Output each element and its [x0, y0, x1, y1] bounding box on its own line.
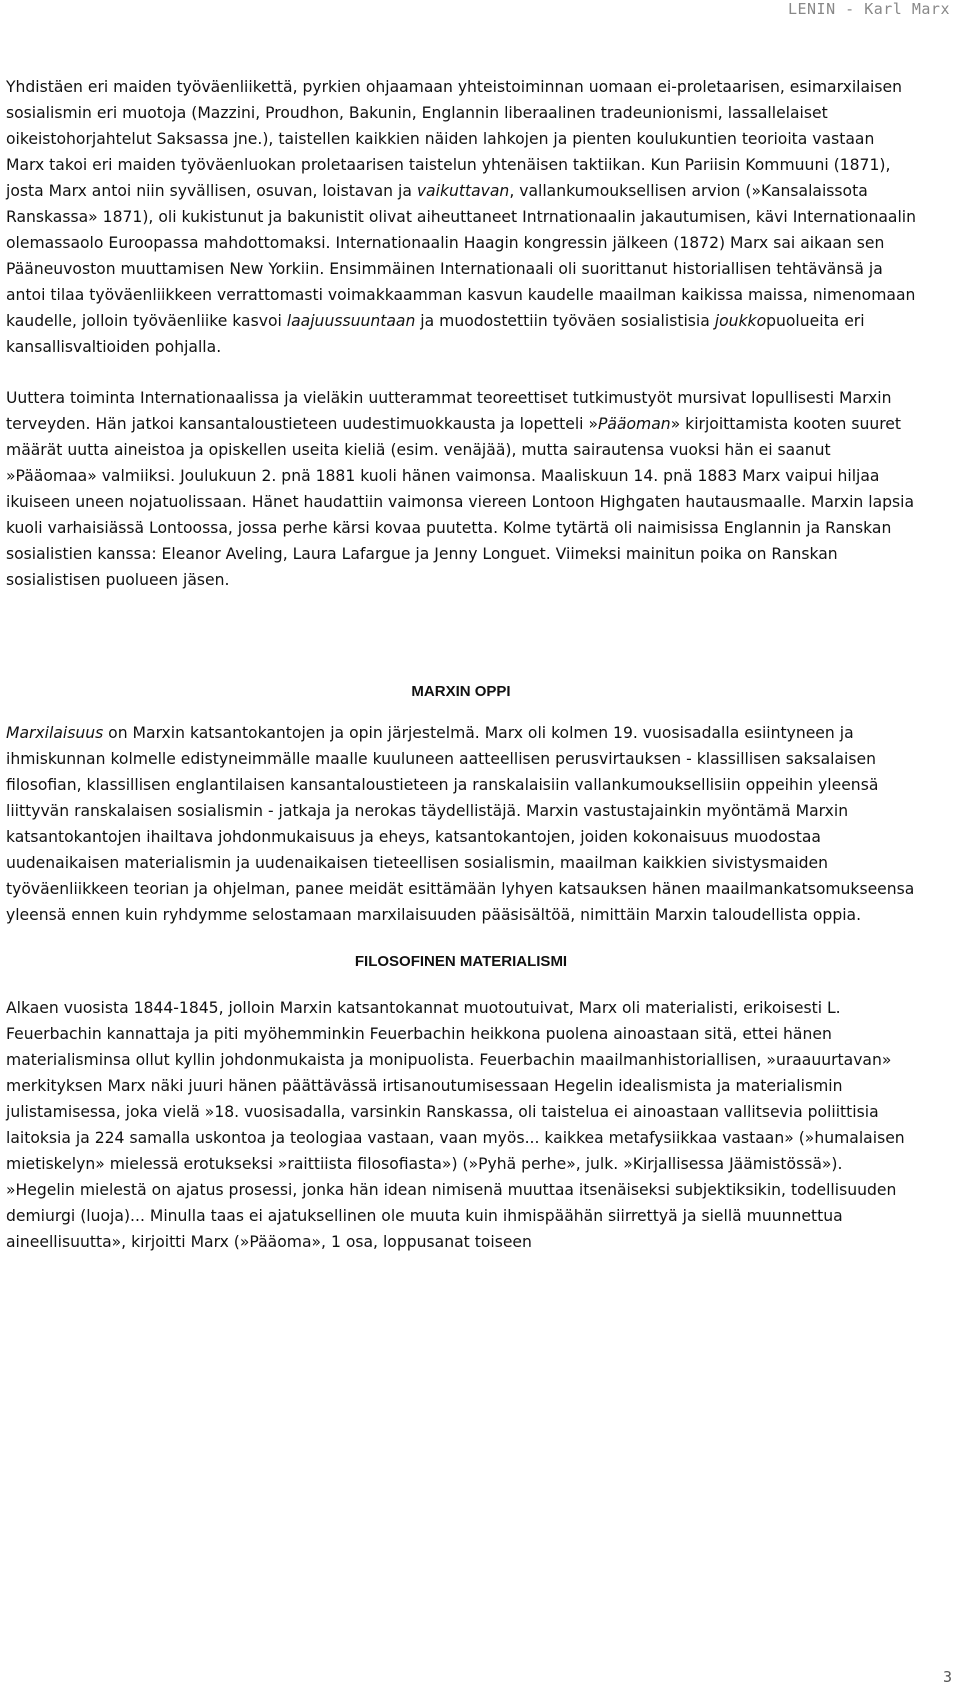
text-run: Alkaen vuosista 1844-1845, jolloin Marxin katsantokannat muotoutuivat, Marx oli materialisti, erikoisesti L. Feuerbachin kannattaja ja piti myöhemminkin Feuerbachin heikkona puolena ainoastaan sitä, ettei hänen materialisminsa ollut kyllin johdonmukaista ja monipuolista. Feuerbachin maailmanhistoriallisen, »uraauurtavan» merkityksen Marx näki juuri hänen päättävässä irtisanoutumisessaan Hegelin idealismista ja materialismin julistamisessa, joka vielä »18. vuosisadalla, varsinkin Ranskassa, oli taistelua ei ainoastaan vallitsevia poliittisia laitoksia ja 224 samalla uskontoa ja teologiaa vastaan, vaan myös... kaikkea metafysiikkaa vastaan» (»humalaisen mietiskelyn» mielessä erotukseksi »raittiista filosofiasta») (»Pyhä perhe», julk. »Kirjallisessa Jäämistössä»). »Hegelin mielestä on ajatus prosessi, jonka hän idean nimisenä muuttaa itsenäiseksi subjektiksikin, todellisuuden demiurgi (luoja)... Minulla taas ei ajatuksellinen ole muuta kuin ihmispäähän siirrettyä ja siellä muunnettua aineellisuutta», kirjoitti Marx (»Pääoma», 1 osa, loppusanat toiseen [6, 999, 905, 1251]
paragraph-internationale [6, 74, 916, 360]
text-run: puolueita eri kansallisvaltioiden pohjalla. [6, 312, 865, 356]
emphasis-text: joukko [714, 312, 767, 330]
text-run: » kirjoittamista kooten suuret määrät uutta aineistoa ja opiskellen useita kieliä (esim. venäjää), mutta sairautensa vuoksi hän ei saanut »Pääomaa» valmiiksi. Joulukuun 2. pnä 1881 kuoli hänen vaimonsa. Maaliskuun 14. pnä 1883 Marx vaipui hiljaa ikuiseen uneen nojatuolissaan. Hänet haudattiin vaimonsa viereen Lontoon Highgaten hautausmaalle. Marxin lapsia kuoli varhaisiässä Lontoossa, jossa perhe kärsi kovaa puutetta. Kolme tytärtä oli naimisissa Englannin ja Ranskan sosialistien kanssa: Eleanor Aveling, Laura Lafargue ja Jenny Longuet. Viimeksi mainitun poika on Ranskan sosialistisen puolueen jäsen. [6, 415, 915, 589]
emphasis-text: vaikuttavan [416, 182, 510, 200]
paragraph-materialism [6, 995, 916, 1255]
emphasis-text: Marxilaisuus [6, 724, 104, 742]
page-number: 3 [942, 1668, 952, 1686]
document-body [6, 74, 916, 1280]
text-run: Yhdistäen eri maiden työväenliikettä, pyrkien ohjaamaan yhteistoiminnan uomaan ei-proletaarisen, esimarxilaisen sosialismin eri muotoja (Mazzini, Proudhon, Bakunin, Englannin liberaalinen tradeunionismi, lassallelaiset oikeistohorjahtelut Saksassa jne.), taistellen kaikkien näiden lahkojen ja pienten koulukuntien teorioita vastaan Marx takoi eri maiden työväenluokan proletaarisen taistelun yhtenäisen taktiikan. Kun Pariisin Kommuuni (1871), josta Marx antoi niin syvällisen, osuvan, loistavan ja [6, 78, 902, 200]
running-header: LENIN - Karl Marx [787, 0, 950, 18]
paragraph-final-years [6, 385, 916, 593]
section-heading-marxin-oppi: MARXIN OPPI [411, 683, 511, 700]
text-run: on Marxin katsantokantojen ja opin järjestelmä. Marx oli kolmen 19. vuosisadalla esiintyneen ja ihmiskunnan kolmelle edistyneimmälle maalle kuuluneen aatteellisen perusvirtauksen - klassillisen saksalaisen filosofian, klassillisen englantilaisen kansantaloustieteen ja ranskalaisiin vallankumouksellisiin oppeihin yleensä liittyvän ranskalaisen sosialismin - jatkaja ja nerokas täydellistäjä. Marxin vastustajainkin myöntämä Marxin katsantokantojen ihailtava johdonmukaisuus ja eheys, katsantokantojen, joiden kokonaisuus muodostaa uudenaikaisen materialismin ja uudenaikaisen tieteellisen sosialismin, maailman kaikkien sivistysmaiden työväenliikkeen teorian ja ohjelman, panee meidät esittämään lyhyen katsauksen hänen maailmankatsomukseensa yleensä ennen kuin ryhdymme selostamaan marxilaisuuden pääsisältöä, nimittäin Marxin taloudellista oppia. [6, 724, 915, 924]
emphasis-text: Pääoman [598, 415, 671, 433]
text-run: , vallankumouksellisen arvion (»Kansalaissota Ranskassa» 1871), oli kukistunut ja bakunistit olivat aiheuttaneet Intrnationaalin jakautumisen, kävi Internationaalin olemassaolo Euroopassa mahdottomaksi. Internationaalin Haagin kongressin jälkeen (1872) Marx sai aikaan sen Pääneuvoston muuttamisen New Yorkiin. Ensimmäinen Internationaali oli suorittanut historiallisen tehtävänsä ja antoi tilaa työväenliikkeen verrattomasti voimakkaamman kasvun kaudelle maailman kaikissa maissa, nimenomaan kaudelle, jolloin työväenliike kasvoi [6, 182, 916, 330]
text-run: Uuttera toiminta Internationaalissa ja vieläkin uutterammat teoreettiset tutkimustyöt mursivat lopullisesti Marxin terveyden. Hän jatkoi kansantaloustieteen uudestimuokkausta ja lopetteli » [6, 389, 892, 433]
section-heading-filosofinen-materialismi: FILOSOFINEN MATERIALISMI [354, 953, 568, 970]
emphasis-text: laajuussuuntaan [286, 312, 416, 330]
text-run: ja muodostettiin työväen sosialistisia [415, 312, 715, 330]
paragraph-marxism-definition [6, 720, 916, 928]
